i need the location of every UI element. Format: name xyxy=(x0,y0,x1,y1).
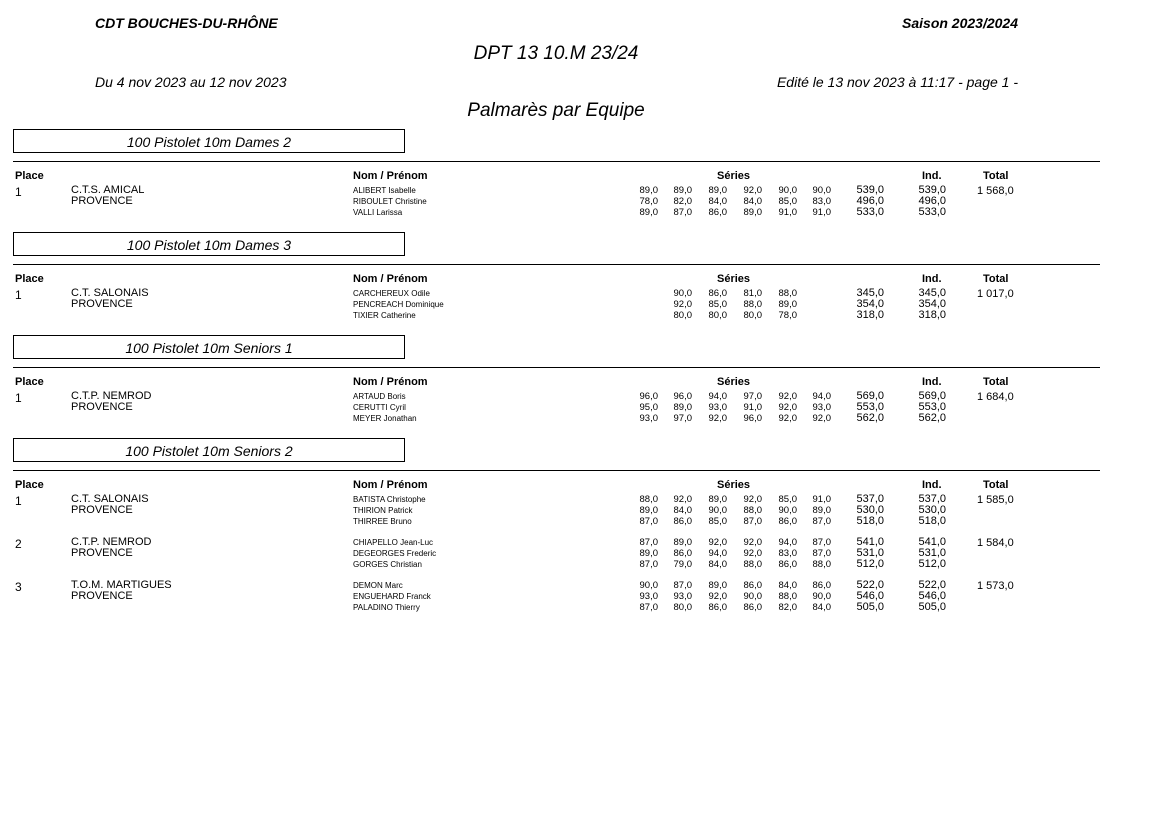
series-score: 93,0 xyxy=(673,591,692,602)
team-place: 1 xyxy=(15,391,22,405)
section-title: 100 Pistolet 10m Seniors 1 xyxy=(125,340,293,356)
shooter-ind: 553,0 xyxy=(918,401,946,413)
column-header-name: Nom / Prénom xyxy=(353,170,428,182)
shooter-total: 496,0 xyxy=(856,195,884,207)
section-title: 100 Pistolet 10m Dames 3 xyxy=(126,237,292,253)
series-score: 97,0 xyxy=(673,413,692,424)
series-score: 89,0 xyxy=(743,207,762,218)
series-score: 86,0 xyxy=(778,559,797,570)
series-score: 90,0 xyxy=(743,591,762,602)
page-title: DPT 13 10.M 23/24 xyxy=(473,43,639,64)
shooter-name: VALLI Larissa xyxy=(353,208,403,217)
shooter-ind: 562,0 xyxy=(918,412,946,424)
series-score: 92,0 xyxy=(673,299,692,310)
series-score: 93,0 xyxy=(812,402,831,413)
section-divider xyxy=(13,367,1100,368)
series-score: 86,0 xyxy=(778,516,797,527)
section-title: 100 Pistolet 10m Dames 2 xyxy=(126,134,292,150)
team-club-line: PROVENCE xyxy=(71,298,133,310)
shooter-row xyxy=(0,591,1169,602)
series-score: 91,0 xyxy=(812,207,831,218)
team-place: 2 xyxy=(15,537,22,551)
column-header-ind: Ind. xyxy=(922,376,942,388)
shooter-ind: 530,0 xyxy=(918,504,946,516)
series-score: 90,0 xyxy=(673,288,692,299)
series-score: 80,0 xyxy=(673,602,692,613)
series-score: 92,0 xyxy=(708,537,727,548)
shooter-row xyxy=(0,602,1169,613)
shooter-total: 512,0 xyxy=(856,558,884,570)
shooter-total: 533,0 xyxy=(856,206,884,218)
team-place: 3 xyxy=(15,580,22,594)
series-score: 89,0 xyxy=(708,580,727,591)
team-total: 1 584,0 xyxy=(977,537,1014,549)
column-header-series: Séries xyxy=(717,170,751,182)
team-total: 1 568,0 xyxy=(977,185,1014,197)
shooter-row xyxy=(0,402,1169,413)
shooter-ind: 354,0 xyxy=(918,298,946,310)
series-score: 80,0 xyxy=(708,310,727,321)
team-total: 1 684,0 xyxy=(977,391,1014,403)
series-score: 96,0 xyxy=(639,391,658,402)
shooter-total: 546,0 xyxy=(856,590,884,602)
series-score: 97,0 xyxy=(743,391,762,402)
series-score: 93,0 xyxy=(639,413,658,424)
column-header-total: Total xyxy=(983,376,1009,388)
series-score: 88,0 xyxy=(778,591,797,602)
shooter-name: THIRREE Bruno xyxy=(353,517,412,526)
column-header-place: Place xyxy=(15,170,44,182)
series-score: 80,0 xyxy=(673,310,692,321)
series-score: 87,0 xyxy=(743,516,762,527)
series-score: 87,0 xyxy=(673,207,692,218)
team-place: 1 xyxy=(15,185,22,199)
column-header-total: Total xyxy=(983,479,1009,491)
section-title-box xyxy=(13,438,405,462)
series-score: 89,0 xyxy=(639,548,658,559)
shooter-name: ALIBERT Isabelle xyxy=(353,186,416,195)
series-score: 84,0 xyxy=(673,505,692,516)
column-header-name: Nom / Prénom xyxy=(353,376,428,388)
column-header-name: Nom / Prénom xyxy=(353,273,428,285)
shooter-total: 354,0 xyxy=(856,298,884,310)
shooter-total: 318,0 xyxy=(856,309,884,321)
series-score: 90,0 xyxy=(812,591,831,602)
series-score: 85,0 xyxy=(778,196,797,207)
column-header-place: Place xyxy=(15,479,44,491)
series-score: 89,0 xyxy=(778,299,797,310)
series-score: 84,0 xyxy=(708,559,727,570)
series-score: 82,0 xyxy=(778,602,797,613)
shooter-name: CARCHEREUX Odile xyxy=(353,289,430,298)
shooter-ind: 569,0 xyxy=(918,390,946,402)
series-score: 88,0 xyxy=(778,288,797,299)
shooter-row xyxy=(0,413,1169,424)
section-title-box xyxy=(13,129,405,153)
series-score: 93,0 xyxy=(708,402,727,413)
shooter-name: BATISTA Christophe xyxy=(353,495,426,504)
column-header-name: Nom / Prénom xyxy=(353,479,428,491)
shooter-row xyxy=(0,207,1169,218)
series-score: 92,0 xyxy=(778,402,797,413)
series-score: 90,0 xyxy=(778,505,797,516)
team-club-line: C.T. SALONAIS xyxy=(71,493,149,505)
series-score: 92,0 xyxy=(743,548,762,559)
column-header-ind: Ind. xyxy=(922,273,942,285)
series-score: 96,0 xyxy=(673,391,692,402)
shooter-ind: 496,0 xyxy=(918,195,946,207)
series-score: 86,0 xyxy=(743,580,762,591)
shooter-row xyxy=(0,288,1169,299)
series-score: 92,0 xyxy=(743,537,762,548)
page-subtitle: Palmarès par Equipe xyxy=(467,100,645,121)
series-score: 85,0 xyxy=(708,516,727,527)
series-score: 86,0 xyxy=(708,602,727,613)
shooter-ind: 541,0 xyxy=(918,536,946,548)
season-label: Saison 2023/2024 xyxy=(902,15,1018,31)
column-header-place: Place xyxy=(15,376,44,388)
shooter-name: GORGES Christian xyxy=(353,560,422,569)
series-score: 90,0 xyxy=(778,185,797,196)
series-score: 92,0 xyxy=(673,494,692,505)
shooter-row xyxy=(0,548,1169,559)
team-club-line: C.T.S. AMICAL xyxy=(71,184,145,196)
shooter-total: 541,0 xyxy=(856,536,884,548)
team-club-line: C.T. SALONAIS xyxy=(71,287,149,299)
shooter-ind: 533,0 xyxy=(918,206,946,218)
section-divider xyxy=(13,470,1100,471)
series-score: 88,0 xyxy=(743,559,762,570)
series-score: 84,0 xyxy=(778,580,797,591)
shooter-row xyxy=(0,505,1169,516)
team-club-line: PROVENCE xyxy=(71,590,133,602)
series-score: 80,0 xyxy=(743,310,762,321)
series-score: 92,0 xyxy=(778,413,797,424)
series-score: 87,0 xyxy=(812,516,831,527)
shooter-ind: 531,0 xyxy=(918,547,946,559)
shooter-name: CERUTTI Cyril xyxy=(353,403,406,412)
series-score: 88,0 xyxy=(639,494,658,505)
shooter-ind: 345,0 xyxy=(918,287,946,299)
team-club-line: PROVENCE xyxy=(71,504,133,516)
series-score: 89,0 xyxy=(673,185,692,196)
section-title: 100 Pistolet 10m Seniors 2 xyxy=(125,443,293,459)
shooter-ind: 537,0 xyxy=(918,493,946,505)
series-score: 83,0 xyxy=(812,196,831,207)
shooter-total: 505,0 xyxy=(856,601,884,613)
shooter-name: CHIAPELLO Jean-Luc xyxy=(353,538,434,547)
column-header-series: Séries xyxy=(717,273,751,285)
shooter-ind: 518,0 xyxy=(918,515,946,527)
team-place: 1 xyxy=(15,288,22,302)
series-score: 84,0 xyxy=(812,602,831,613)
shooter-total: 522,0 xyxy=(856,579,884,591)
series-score: 88,0 xyxy=(812,559,831,570)
shooter-name: TIXIER Catherine xyxy=(353,311,416,320)
series-score: 87,0 xyxy=(639,559,658,570)
shooter-total: 553,0 xyxy=(856,401,884,413)
series-score: 89,0 xyxy=(639,185,658,196)
team-club-line: PROVENCE xyxy=(71,547,133,559)
series-score: 89,0 xyxy=(708,185,727,196)
shooter-row xyxy=(0,196,1169,207)
shooter-ind: 522,0 xyxy=(918,579,946,591)
series-score: 90,0 xyxy=(708,505,727,516)
series-score: 87,0 xyxy=(639,602,658,613)
series-score: 89,0 xyxy=(639,207,658,218)
column-header-total: Total xyxy=(983,273,1009,285)
column-header-total: Total xyxy=(983,170,1009,182)
shooter-ind: 318,0 xyxy=(918,309,946,321)
shooter-total: 345,0 xyxy=(856,287,884,299)
shooter-name: ARTAUD Boris xyxy=(353,392,406,401)
series-score: 81,0 xyxy=(743,288,762,299)
column-header-series: Séries xyxy=(717,479,751,491)
shooter-ind: 546,0 xyxy=(918,590,946,602)
series-score: 85,0 xyxy=(708,299,727,310)
series-score: 87,0 xyxy=(673,580,692,591)
series-score: 84,0 xyxy=(743,196,762,207)
column-header-series: Séries xyxy=(717,376,751,388)
series-score: 92,0 xyxy=(708,591,727,602)
series-score: 86,0 xyxy=(743,602,762,613)
team-total: 1 017,0 xyxy=(977,288,1014,300)
team-place: 1 xyxy=(15,494,22,508)
series-score: 93,0 xyxy=(639,591,658,602)
team-club-line: PROVENCE xyxy=(71,195,133,207)
section-divider xyxy=(13,264,1100,265)
series-score: 87,0 xyxy=(639,537,658,548)
series-score: 91,0 xyxy=(743,402,762,413)
series-score: 84,0 xyxy=(708,196,727,207)
column-header-ind: Ind. xyxy=(922,170,942,182)
team-total: 1 585,0 xyxy=(977,494,1014,506)
series-score: 92,0 xyxy=(708,413,727,424)
series-score: 92,0 xyxy=(743,185,762,196)
date-range: Du 4 nov 2023 au 12 nov 2023 xyxy=(95,74,287,90)
shooter-total: 539,0 xyxy=(856,184,884,196)
shooter-row xyxy=(0,580,1169,591)
series-score: 94,0 xyxy=(708,391,727,402)
shooter-row xyxy=(0,537,1169,548)
shooter-total: 537,0 xyxy=(856,493,884,505)
series-score: 89,0 xyxy=(673,537,692,548)
series-score: 87,0 xyxy=(812,537,831,548)
series-score: 90,0 xyxy=(639,580,658,591)
shooter-row xyxy=(0,494,1169,505)
shooter-name: PENCREACH Dominique xyxy=(353,300,444,309)
series-score: 94,0 xyxy=(812,391,831,402)
shooter-row xyxy=(0,516,1169,527)
section-title-box xyxy=(13,232,405,256)
shooter-name: PALADINO Thierry xyxy=(353,603,420,612)
shooter-row xyxy=(0,310,1169,321)
shooter-ind: 539,0 xyxy=(918,184,946,196)
section-divider xyxy=(13,161,1100,162)
shooter-name: RIBOULET Christine xyxy=(353,197,427,206)
column-header-place: Place xyxy=(15,273,44,285)
series-score: 83,0 xyxy=(778,548,797,559)
series-score: 86,0 xyxy=(708,288,727,299)
series-score: 86,0 xyxy=(673,516,692,527)
series-score: 86,0 xyxy=(812,580,831,591)
shooter-total: 531,0 xyxy=(856,547,884,559)
shooter-total: 518,0 xyxy=(856,515,884,527)
series-score: 90,0 xyxy=(812,185,831,196)
committee-name: CDT BOUCHES-DU-RHÔNE xyxy=(95,15,278,31)
series-score: 91,0 xyxy=(812,494,831,505)
series-score: 85,0 xyxy=(778,494,797,505)
shooter-name: ENGUEHARD Franck xyxy=(353,592,431,601)
edited-timestamp: Edité le 13 nov 2023 à 11:17 - page 1 - xyxy=(776,74,1018,90)
shooter-name: THIRION Patrick xyxy=(353,506,413,515)
shooter-row xyxy=(0,559,1169,570)
column-header-ind: Ind. xyxy=(922,479,942,491)
team-club-line: T.O.M. MARTIGUES xyxy=(71,579,172,591)
shooter-total: 530,0 xyxy=(856,504,884,516)
team-total: 1 573,0 xyxy=(977,580,1014,592)
section-title-box xyxy=(13,335,405,359)
series-score: 79,0 xyxy=(673,559,692,570)
series-score: 87,0 xyxy=(639,516,658,527)
series-score: 88,0 xyxy=(743,505,762,516)
series-score: 92,0 xyxy=(743,494,762,505)
shooter-name: DEGEORGES Frederic xyxy=(353,549,437,558)
shooter-total: 562,0 xyxy=(856,412,884,424)
shooter-ind: 505,0 xyxy=(918,601,946,613)
series-score: 89,0 xyxy=(812,505,831,516)
series-score: 94,0 xyxy=(708,548,727,559)
shooter-name: DEMON Marc xyxy=(353,581,403,590)
series-score: 88,0 xyxy=(743,299,762,310)
series-score: 94,0 xyxy=(778,537,797,548)
team-club-line: PROVENCE xyxy=(71,401,133,413)
series-score: 89,0 xyxy=(708,494,727,505)
series-score: 91,0 xyxy=(778,207,797,218)
series-score: 96,0 xyxy=(743,413,762,424)
series-score: 78,0 xyxy=(778,310,797,321)
series-score: 89,0 xyxy=(639,505,658,516)
shooter-ind: 512,0 xyxy=(918,558,946,570)
series-score: 92,0 xyxy=(812,413,831,424)
team-club-line: C.T.P. NEMROD xyxy=(71,390,152,402)
series-score: 82,0 xyxy=(673,196,692,207)
shooter-row xyxy=(0,391,1169,402)
shooter-row xyxy=(0,185,1169,196)
series-score: 87,0 xyxy=(812,548,831,559)
series-score: 89,0 xyxy=(673,402,692,413)
series-score: 78,0 xyxy=(639,196,658,207)
series-score: 86,0 xyxy=(673,548,692,559)
team-club-line: C.T.P. NEMROD xyxy=(71,536,152,548)
shooter-name: MEYER Jonathan xyxy=(353,414,417,423)
series-score: 95,0 xyxy=(639,402,658,413)
shooter-row xyxy=(0,299,1169,310)
series-score: 92,0 xyxy=(778,391,797,402)
series-score: 86,0 xyxy=(708,207,727,218)
shooter-total: 569,0 xyxy=(856,390,884,402)
